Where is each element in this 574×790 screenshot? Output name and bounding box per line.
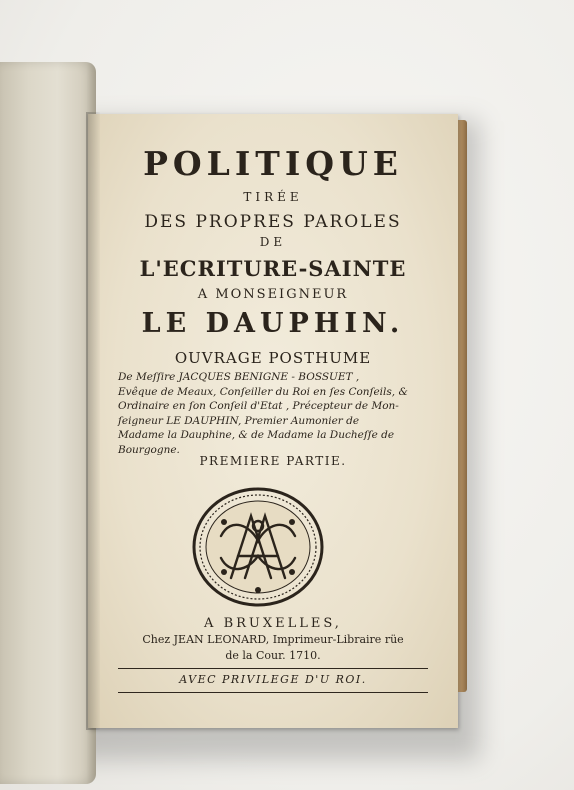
author-paragraph [118,370,432,457]
part-heading: PREMIERE PARTIE. [199,454,347,468]
monogram-fleuron-icon [191,486,325,608]
imprint-printer: Chez JEAN LEONARD, Imprimeur-Libraire rüe [142,633,404,646]
imprint-place: A BRUXELLES, [204,616,342,631]
dedicatee: LE DAUPHIN. [141,308,405,339]
book-title: POLITIQUE [143,144,403,183]
divider-rule [118,668,428,669]
author-line: De Meſſire JACQUES BENIGNE - BOSSUET , [118,371,360,383]
author-line: Madame la Dauphine, & de Madame la Ducheſſe de [118,429,395,441]
title-page [88,114,458,728]
author-line: Bourgogne. [118,443,180,456]
imprint-date: de la Cour. 1710. [225,649,321,662]
left-endpaper [0,62,96,784]
work-note: OUVRAGE POSTHUME [174,349,372,367]
subtitle-paroles: DES PROPRES PAROLES [144,212,402,232]
privilege-line: AVEC PRIVILEGE D'U ROI. [179,673,367,686]
author-line: Evêque de Meaux, Conſeiller du Roi en ſes Conſeils, & [118,385,408,398]
author-line: Ordinaire en ſon Conſeil d'Etat , Précepteur de Mon- [118,400,399,412]
dedication-line: A MONSEIGNEUR [197,287,349,302]
divider-rule [118,692,428,693]
subtitle-ecriture: L'ECRITURE-SAINTE [139,256,407,281]
author-line: ſeigneur LE DAUPHIN, Premier Aumonier de [118,414,360,427]
subtitle-tiree: TIRÉE [243,190,303,204]
subtitle-de: DE [259,235,287,249]
page-gutter-shadow [86,112,100,730]
